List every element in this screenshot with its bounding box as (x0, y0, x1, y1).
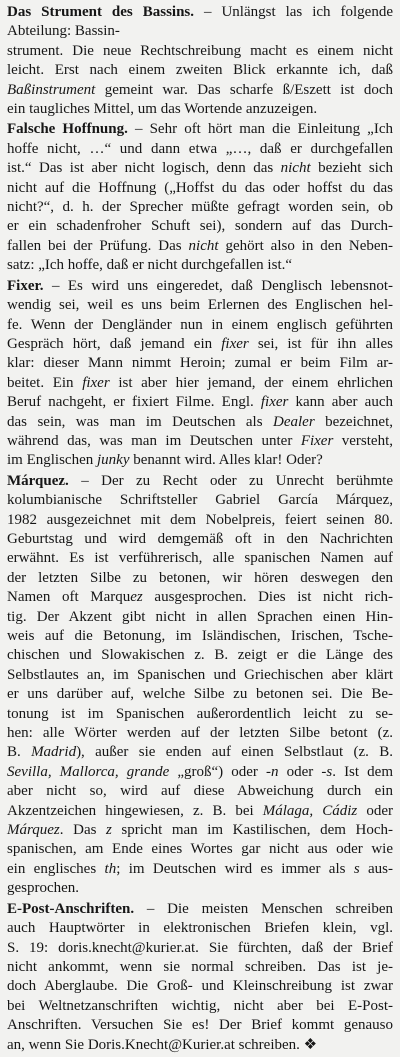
text-segment: kolumbianische Schriftsteller Gabriel García Márquez, (7, 492, 393, 509)
text-segment: der letzten Silbe zu betonen, wir hören deswegen den (7, 569, 393, 586)
text-segment: ein englisches (7, 860, 105, 877)
text-line (7, 120, 393, 139)
emphasis: z (106, 822, 112, 839)
text-segment: Selbstlautes an, im Spanischen und Griechischen aber klärt (7, 666, 393, 683)
text-segment: fallen bei der Prüfung. Das (7, 237, 189, 254)
text-line (7, 42, 393, 61)
text-segment: ein taugliches Mittel, um das Wortende anzuzeigen. (7, 101, 318, 118)
emphasis: fixer (221, 335, 249, 352)
text-segment: – Es wird uns eingeredet, daß Denglisch lebensnot- (43, 277, 393, 294)
text-segment: benannt wird. Alles klar! Oder? (129, 452, 323, 469)
text-segment: leicht. Erst nach einem zweiten Blick erkannte ich, daß (7, 62, 393, 79)
text-line (7, 3, 393, 22)
text-line (7, 705, 393, 724)
text-line (7, 237, 393, 256)
text-line (7, 743, 393, 762)
text-segment: tig. Der Akzent gibt nicht in allen Sprachen einen Hin- (7, 608, 393, 625)
text-segment: bezeichnet, (314, 413, 393, 430)
text-line (7, 919, 393, 938)
text-segment: spanischen, am Ende eines Wortes gar nicht aus oder wie (7, 841, 393, 858)
emphasis: Fixer (300, 432, 334, 449)
text-segment: beitet. Ein (7, 374, 83, 391)
entry-heading: Das Strument des Bassins. (7, 4, 195, 20)
text-line (7, 277, 393, 296)
text-segment: – Der zu Recht oder zu Unrecht berühmte (68, 472, 393, 489)
text-segment: spricht man im Kastilischen, dem Hoch- (111, 822, 394, 839)
emphasis: th (104, 860, 117, 877)
text-segment: – Sehr oft hört man die Einleitung „Ich (127, 121, 393, 138)
text-segment: ; im Deutschen wird es immer als (116, 860, 354, 877)
emphasis: junky (97, 452, 130, 469)
entry-epost (7, 900, 393, 1055)
text-line (7, 977, 393, 996)
text-segment: S. 19: doris.knecht@kurier.at. Sie fürchten, daß der Brief (7, 939, 393, 956)
emphasis: Málaga, Cádiz (262, 802, 358, 819)
text-segment: kann aber auch (288, 394, 393, 411)
text-segment: tonung ist im Spanischen außerordentlich leicht zu se- (7, 705, 393, 722)
text-line (7, 802, 393, 821)
text-segment: Namen oft Marqu (7, 589, 131, 606)
text-segment: 1982 ausgezeichnet mit dem Nobelpreis, feiert seinen 80. (7, 511, 393, 528)
emphasis: nicht (188, 237, 219, 254)
text-segment: oder (357, 802, 393, 819)
text-segment: „groß“) oder - (169, 763, 272, 780)
text-line (7, 588, 393, 607)
text-segment: im Englischen (7, 452, 97, 469)
text-segment: wendig sei, weil es uns beim Erlernen des Englischen hel- (7, 297, 393, 314)
entry-heading: Falsche Hoffnung. (7, 121, 128, 138)
text-segment: aber nicht so, wird auf diese Abweichung durch ein (7, 783, 393, 800)
text-segment: strument. Die neue Rechtschreibung macht es einem nicht (7, 42, 393, 59)
text-line (7, 374, 393, 393)
text-segment: das sein, was man im Deutschen als (7, 413, 274, 430)
emphasis: s (326, 763, 333, 780)
text-segment: – Unlängst las ich folgende (194, 4, 393, 20)
emphasis: Dealer (273, 413, 315, 430)
text-line (7, 22, 393, 41)
text-line (7, 432, 393, 451)
text-line (7, 939, 393, 958)
emphasis: ez (130, 589, 143, 606)
text-line (7, 413, 393, 432)
emphasis: Márquez (7, 822, 60, 839)
text-segment: chischen und Slowakischen z. B. zeigt er die Länge des (7, 647, 393, 664)
emphasis: s (353, 860, 360, 877)
text-segment: nicht auf die Hoffnung („Hoffst du das oder hoffst du das (7, 179, 393, 196)
text-line (7, 472, 393, 491)
text-line (7, 958, 393, 977)
text-line (7, 821, 393, 840)
text-segment: während das, was man im Deutschen unter (7, 432, 301, 449)
text-line (7, 451, 393, 470)
text-line (7, 608, 393, 627)
text-line (7, 627, 393, 646)
text-line (7, 666, 393, 685)
text-segment: gehört also in den Neben- (218, 237, 393, 254)
text-segment: satz: „Ich hoffe, daß er nicht durchgefallen ist.“ (7, 257, 293, 274)
text-line (7, 296, 393, 315)
entry-fixer (7, 277, 393, 471)
text-segment: – Die meisten Menschen schreiben (134, 900, 393, 917)
text-line (7, 879, 393, 898)
text-line (7, 646, 393, 665)
text-line (7, 840, 393, 859)
text-segment: Abteilung: Bassin- (7, 23, 120, 40)
entry-heading: E-Post-Anschriften. (7, 900, 135, 917)
emphasis: nicht (280, 160, 311, 177)
text-line (7, 179, 393, 198)
text-segment: nicht?“, d. h. der Sprecher müßte gefragt worden sein, ob (7, 199, 393, 216)
text-line (7, 685, 393, 704)
text-line (7, 763, 393, 782)
text-segment: oder - (278, 763, 327, 780)
text-segment: . Ist dem (332, 763, 393, 780)
text-line (7, 81, 393, 100)
emphasis: Madrid (31, 744, 77, 761)
text-segment: gesprochen. (7, 880, 80, 897)
entry-marquez (7, 472, 393, 899)
text-line (7, 530, 393, 549)
text-line (7, 782, 393, 801)
text-segment: doch Aberglaube. Die Groß- und Kleinschreibung ist zwar (7, 978, 393, 995)
text-line (7, 198, 393, 217)
text-segment: weis auf die Betonung, im Isländischen, Irischen, Tsche- (7, 628, 393, 644)
text-segment: aus- (359, 860, 394, 877)
text-segment: hen: alle Wörter werden auf der letzten Silbe betont (z. (7, 725, 393, 742)
text-segment: fe. Wenn der Dengländer nun in einem englisch geführten (7, 316, 393, 333)
text-segment: er ein schadenfroher Schuft sei), sondern auf das Durch- (7, 218, 393, 235)
text-segment: Akzentzeichen hingewiesen, z. B. bei (7, 802, 263, 819)
text-line (7, 511, 393, 530)
text-line (7, 100, 393, 119)
text-line (7, 335, 393, 354)
entry-heading: Márquez. (7, 472, 69, 489)
text-segment: nicht ankommt, wenn sie normal schreiben. Das ist je- (7, 958, 393, 975)
text-line (7, 61, 393, 80)
text-segment: sei, ist für ihn alles (248, 335, 394, 352)
entry-hoffnung (7, 120, 393, 275)
text-segment: gemeint war. Das scharfe ß/Eszett ist doch (95, 81, 393, 98)
emphasis: n (271, 763, 279, 780)
text-line (7, 1036, 393, 1055)
text-segment: ), außer sie enden auf einen Selbstlaut (z. B. (76, 744, 393, 761)
text-segment: er uns darüber auf, welche Silbe zu betonen sei. Die Be- (7, 686, 393, 703)
text-line (7, 217, 393, 236)
text-line (7, 491, 393, 510)
text-segment: . Das (59, 822, 107, 839)
text-segment: erwähnt. Es ist verführerisch, alle spanischen Namen auf (7, 550, 393, 567)
text-line (7, 354, 393, 373)
entry-strument (7, 3, 393, 119)
text-segment: Geburtstag und wird demgemäß oft in den Nachrichten (7, 530, 393, 547)
text-line (7, 724, 393, 743)
text-segment: bei Weltnetzanschriften wichtig, nicht aber bei E-Post- (7, 997, 393, 1014)
text-segment: Gespräch hört, daß jemand ein (7, 335, 222, 352)
text-segment: an, wenn Sie Doris.Knecht@Kurier.at schreiben. ❖ (7, 1036, 318, 1053)
emphasis: Baßinstrument (7, 81, 96, 98)
entry-heading: Fixer. (7, 277, 44, 294)
text-line (7, 549, 393, 568)
text-segment: B. (7, 744, 32, 761)
text-line (7, 860, 393, 879)
emphasis: fixer (260, 394, 289, 411)
text-segment: ist aber hier jemand, der einem ehrlichen (109, 374, 393, 391)
text-line (7, 997, 393, 1016)
text-segment: versteht, (333, 432, 394, 449)
text-segment: hoffe nicht, …“ und dann etwa „…, daß er durchgefallen (7, 140, 393, 157)
text-segment: Beruf nachgeht, er fixiert Filme. Engl. (7, 394, 261, 411)
text-line (7, 1016, 393, 1035)
text-line (7, 900, 393, 919)
text-segment: bezieht sich (310, 160, 393, 177)
text-segment: klar: dieser Mann nimmt Heroin; zumal er beim Film ar- (7, 355, 393, 372)
text-line (7, 393, 393, 412)
text-segment: auch Hauptwörter in elektronischen Briefen klein, vgl. (7, 920, 393, 937)
text-line (7, 256, 393, 275)
text-line (7, 569, 393, 588)
emphasis: fixer (82, 374, 110, 391)
emphasis: Sevilla, Mallorca, grande (7, 763, 170, 780)
text-segment (7, 589, 143, 605)
text-segment: ist.“ Das ist aber nicht logisch, denn das (7, 160, 281, 177)
text-line (7, 159, 393, 178)
text-segment: ausgesprochen. Dies ist nicht rich- (142, 589, 394, 606)
text-segment: Anschriften. Versuchen Sie es! Der Brief kommt genauso (7, 1017, 393, 1034)
text-line (7, 316, 393, 335)
text-line (7, 140, 393, 159)
